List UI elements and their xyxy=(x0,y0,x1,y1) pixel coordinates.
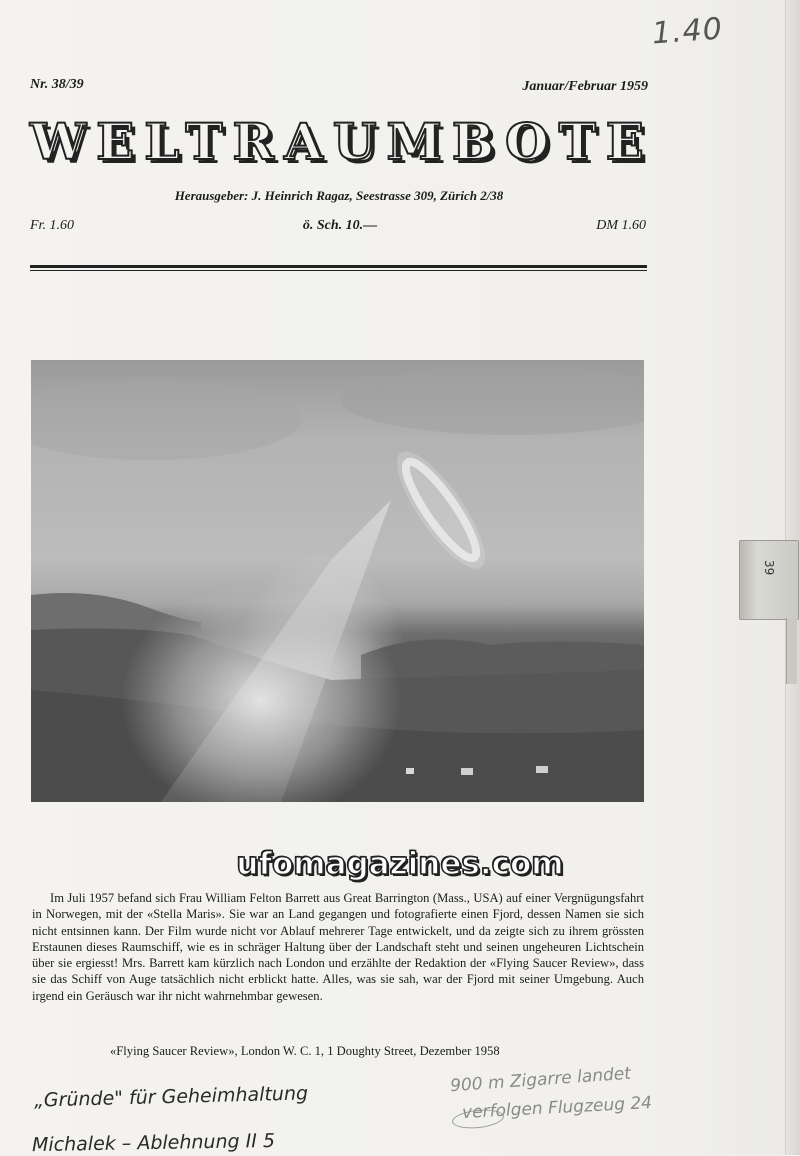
pencil-note-cigar: 900 m Zigarre landet xyxy=(449,1063,632,1097)
magazine-title: WELTRAUMBOTE xyxy=(30,112,654,171)
fjord-photograph xyxy=(31,360,644,802)
handwritten-note-michalek: Michalek – Ablehnung II 5 xyxy=(31,1129,276,1156)
article-body: Im Juli 1957 befand sich Frau William Felton Barrett aus Great Barrington (Mass., USA) auf einer Vergnügungsfahrt in Norwegen, mit der «Stella Maris». Sie war an Land gegangen und fotografierte einen Fjord, dessen Namen sie sich nicht entsinnen kann. Der Film wurde nicht vor Ablauf mehrerer Tage entwickelt, und da zeigte sich zu ihrem grössten Erstaunen dieses Raumschiff, wie es in schräger Haltung über der Landschaft steht und seinen ungeheuren Lichtschein über sie ergiesst! Mrs. Barrett kam kürzlich nach London und erzählte der Redaktion der «Flying Saucer Review», dass sie das Schiff von Auge tatsächlich nicht erblickt hatte. Alles, was sie sah, war der Fjord mit seiner Umgebung. Auch irgend ein Geräusch war ihr nicht wahrnehmbar gewesen. xyxy=(32,891,644,1003)
publisher-line: Herausgeber: J. Heinrich Ragaz, Seestrasse 309, Zürich 2/38 xyxy=(174,188,504,203)
price-austria: ö. Sch. 10.— xyxy=(302,218,378,233)
issue-date: Januar/Februar 1959 xyxy=(522,79,648,94)
tab-strip xyxy=(786,618,797,684)
article-source: «Flying Saucer Review», London W. C. 1, 1 Doughty Street, Dezember 1958 xyxy=(110,1044,500,1058)
index-tab-label: 39 xyxy=(762,560,776,576)
issue-number: Nr. 38/39 xyxy=(30,77,84,92)
index-tab[interactable] xyxy=(739,540,799,620)
pencil-archive-number: 1.40 xyxy=(650,11,724,52)
pencil-note-pursuit: verfolgen Flugzeug 24 xyxy=(461,1093,653,1123)
header-rule-thin xyxy=(30,270,647,271)
photo-fjord-icon xyxy=(31,360,644,802)
watermark-text: ufomagazines.com xyxy=(236,846,564,882)
price-switzerland: Fr. 1.60 xyxy=(30,218,74,233)
header-rule-thick xyxy=(30,265,647,268)
price-germany: DM 1.60 xyxy=(596,218,646,233)
handwritten-note-secrecy: „Gründe" für Geheimhaltung xyxy=(33,1082,309,1112)
